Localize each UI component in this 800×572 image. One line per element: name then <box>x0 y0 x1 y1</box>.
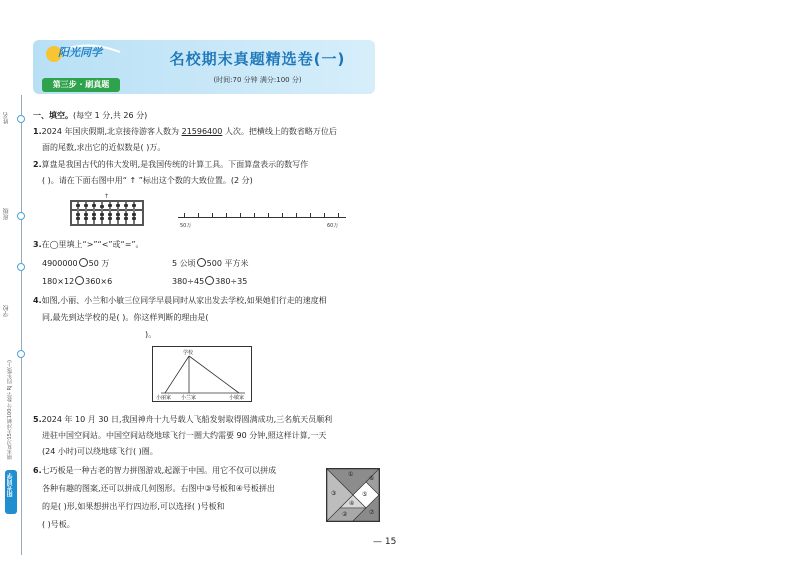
logo-text: 阳光同学 <box>58 46 102 59</box>
question-6-line-3: 的是( )形,如果想拼出平行四边形,可以选择( )号板和 <box>42 502 225 511</box>
school-label: 学校 <box>3 305 10 317</box>
question-1-line-2: 面的尾数,求出它的近似数是( )万。 <box>42 143 166 152</box>
q3-left-value: 180×12 <box>42 277 75 286</box>
question-number: 6. <box>33 466 42 475</box>
abacus-bead <box>76 204 80 207</box>
section-note: (每空 1 分,共 26 分) <box>73 111 148 120</box>
question-3-line-1 <box>33 240 144 250</box>
question-number: 3. <box>33 240 42 249</box>
question-4-line-3: )。 <box>145 330 157 339</box>
question-4-line-1 <box>33 296 327 306</box>
q3-right-value: 50 万 <box>88 259 110 268</box>
abacus-bead <box>108 213 112 216</box>
series-title: 期末复习15天冲刺100分 数学 RJ 四年级(上) <box>7 360 13 460</box>
tangram-piece-label: ① <box>348 471 354 478</box>
q3-right-value: 360×6 <box>85 277 113 286</box>
brand-badge <box>5 470 17 514</box>
q2-text: 算盘是我国古代的伟大发明,是我国传统的计算工具。下面算盘表示的数写作 <box>41 160 309 169</box>
number-line-tick <box>296 213 297 218</box>
abacus-figure <box>70 200 144 226</box>
question-4-line-2: 同,最先到达学校的是( )。你这样判断的理由是( <box>42 313 209 322</box>
abacus-bead <box>76 213 80 216</box>
q3-left-value: 4900000 <box>42 259 78 268</box>
q3-item <box>172 258 248 269</box>
step-tag: 第三步 · 刷真题 <box>42 78 120 92</box>
abacus-bead <box>100 205 104 208</box>
answer-circle[interactable] <box>75 276 84 285</box>
abacus-bead <box>124 217 128 220</box>
abacus-marker-icon: ↑ <box>104 193 110 200</box>
abacus-bead <box>84 213 88 216</box>
tangram-piece-label: ⑥ <box>369 475 375 482</box>
abacus-bead <box>124 204 128 207</box>
question-5-line-1 <box>33 415 332 425</box>
question-2-line-2: ( )。请在下面右图中用“ ↑ ”标出这个数的大致位置。(2 分) <box>42 176 253 185</box>
home-min-label: 小敏家 <box>229 395 245 401</box>
school-label: 学校 <box>183 350 194 356</box>
abacus-bead <box>100 213 104 216</box>
question-6-line-2: 各种有趣的图案,还可以拼成几何图形。右图中③号板和④号板拼出 <box>42 484 275 493</box>
answer-circle[interactable] <box>205 276 214 285</box>
abacus-bead <box>108 217 112 220</box>
tangram-piece-label: ⑦ <box>369 509 375 516</box>
abacus-bead <box>84 217 88 220</box>
exam-info: (时间:70 分钟 满分:100 分) <box>213 76 302 84</box>
q4-text: 如图,小丽、小兰和小敏三位同学早晨同时从家出发去学校,如果她们行走的速度相 <box>41 296 327 305</box>
home-li-label: 小丽家 <box>156 395 172 401</box>
number-line-tick <box>240 213 241 218</box>
tangram-piece-label: ③ <box>331 490 337 497</box>
abacus-bead <box>108 204 112 207</box>
route-lines <box>153 347 251 401</box>
blank-page-area <box>400 0 800 572</box>
q1-text: 2024 年国庆假期,北京接待游客人数为 <box>41 127 182 136</box>
abacus-bead <box>132 204 136 207</box>
number-line-tick <box>212 213 213 218</box>
tangram-piece-label: ⑤ <box>362 491 368 498</box>
tangram-figure <box>326 468 380 522</box>
binding-line <box>21 95 22 555</box>
q3-left-value: 380÷45 <box>172 277 205 286</box>
binding-hole <box>17 350 25 358</box>
q3-item <box>172 276 247 287</box>
abacus-bead <box>84 204 88 207</box>
question-5-line-3: (24 小时)可以绕地球飞行( )圈。 <box>42 447 158 456</box>
q3-right-value: 500 平方米 <box>206 259 249 268</box>
binding-hole <box>17 212 25 220</box>
number-line-tick <box>184 213 185 218</box>
abacus-bead <box>92 217 96 220</box>
question-number: 2. <box>33 160 42 169</box>
number-line-tick <box>226 213 227 218</box>
abacus-beam <box>72 209 142 211</box>
question-number: 4. <box>33 296 42 305</box>
number-line-label-left: 50万 <box>180 223 192 229</box>
abacus-bead <box>116 204 120 207</box>
question-number: 5. <box>33 415 42 424</box>
answer-circle[interactable] <box>79 258 88 267</box>
number-line <box>178 217 346 218</box>
q3-item <box>42 258 109 269</box>
question-6-line-4: ( )号板。 <box>42 520 75 529</box>
question-5-line-2: 进驻中国空间站。中国空间站绕地球飞行一圈大约需要 90 分钟,照这样计算,一天 <box>42 431 327 440</box>
q5-text: 2024 年 10 月 30 日,我国神舟十九号载人飞船发射取得圆满成功,三名航天员顺利 <box>41 415 333 424</box>
number-line-tick <box>254 213 255 218</box>
q3-item <box>42 276 112 287</box>
tangram-piece-label: ② <box>342 511 348 518</box>
home-lan-label: 小兰家 <box>181 395 197 401</box>
abacus-bead <box>124 213 128 216</box>
binding-hole <box>17 115 25 123</box>
page-number: — 15 <box>373 537 397 547</box>
abacus-bead <box>132 213 136 216</box>
question-6-line-1 <box>33 466 276 476</box>
binding-hole <box>17 263 25 271</box>
number-line-tick <box>282 213 283 218</box>
q6-text: 七巧板是一种古老的智力拼图游戏,起源于中国。用它不仅可以拼成 <box>41 466 277 475</box>
answer-circle[interactable] <box>197 258 206 267</box>
number-line-tick <box>268 213 269 218</box>
number-line-label-right: 60万 <box>327 223 339 229</box>
tangram-piece-label: ④ <box>349 500 355 507</box>
abacus-bead <box>100 217 104 220</box>
abacus-bead <box>116 217 120 220</box>
abacus-bead <box>92 204 96 207</box>
q3-right-value: 380÷35 <box>215 277 248 286</box>
question-number: 1. <box>33 127 42 136</box>
number-line-tick <box>324 213 325 218</box>
q1-text-b: 人次。把横线上的数省略万位后 <box>222 127 337 136</box>
abacus-bead <box>76 217 80 220</box>
question-2-line-1 <box>33 160 308 170</box>
number-line-tick <box>310 213 311 218</box>
page-title: 名校期末真题精选卷(一) <box>169 50 346 68</box>
name-label: 姓名 <box>3 112 10 124</box>
brand-text: 阳光同学 <box>7 473 14 497</box>
section-title: 一、填空。 <box>33 111 73 120</box>
section-heading <box>33 111 147 121</box>
binding-margin <box>0 0 24 572</box>
abacus-bead <box>132 217 136 220</box>
question-1-line-1 <box>33 127 337 137</box>
number-line-tick <box>338 213 339 218</box>
q3-left-value: 5 公顷 <box>172 259 196 268</box>
abacus-bead <box>116 213 120 216</box>
class-label: 班级 <box>3 208 10 220</box>
number-line-tick <box>198 213 199 218</box>
q1-underlined-number: 21596400 <box>181 127 223 136</box>
route-diagram <box>152 346 252 402</box>
abacus-bead <box>92 213 96 216</box>
q3-text: 在◯里填上“>”“<”或“=”。 <box>41 240 144 249</box>
